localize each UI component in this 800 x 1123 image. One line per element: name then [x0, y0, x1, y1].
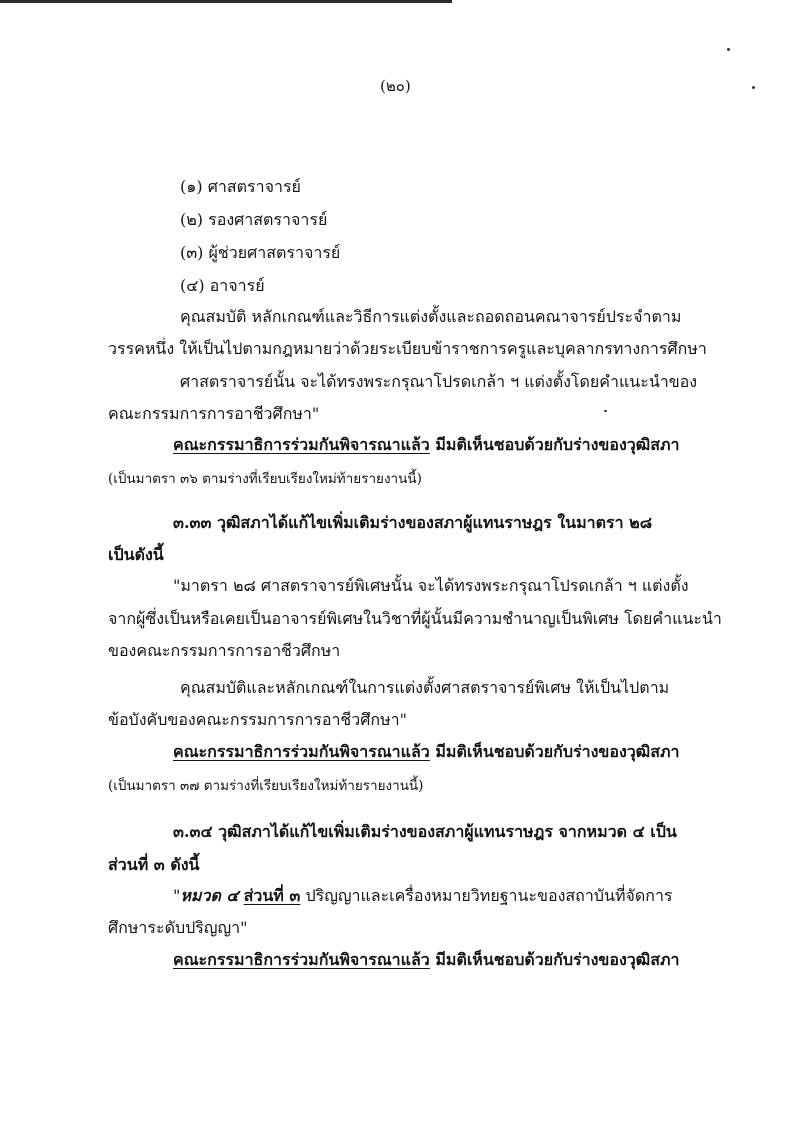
scan-speck: [604, 410, 607, 412]
section-heading: ๓.๓๔ วุฒิสภาได้แก้ไขเพิ่มเติมร่างของสภาผู้แทนราษฎร จากหมวด ๔ เป็น: [173, 822, 677, 841]
committee-label: คณะกรรมาธิการร่วมกันพิจารณาแล้ว: [173, 435, 430, 454]
paragraph-line: วรรคหนึ่ง ให้เป็นไปตามกฎหมายว่าด้วยระเบียบข้าราชการครูและบุคลากรทางการศึกษา: [108, 339, 707, 358]
article-line: ข้อบังคับของคณะกรรมการการอาชีวศึกษา": [108, 710, 407, 729]
article-line: จากผู้ซึ่งเป็นหรือเคยเป็นอาจารย์พิเศษในวิชาที่ผู้นั้นมีความชำนาญเป็นพิเศษ โดยคำแนะนำ: [108, 609, 722, 628]
section-heading: ๓.๓๓ วุฒิสภาได้แก้ไขเพิ่มเติมร่างของสภาผู้แทนราษฎร ในมาตรา ๒๘: [173, 513, 653, 532]
scan-speck: [727, 48, 730, 51]
part-title: ปริญญาและเครื่องหมายวิทยฐานะของสถาบันที่จัดการ: [305, 886, 673, 905]
list-item: (๑) ศาสตราจารย์: [180, 177, 301, 196]
scan-top-edge: [0, 0, 452, 3]
section-heading: เป็นดังนี้: [108, 545, 164, 564]
article-note: (เป็นมาตรา ๓๖ ตามร่างที่เรียบเรียงใหม่ท้ายรายงานนี้): [108, 471, 422, 487]
article-line: "มาตรา ๒๘ ศาสตราจารย์พิเศษนั้น จะได้ทรงพระกรุณาโปรดเกล้า ฯ แต่งตั้ง: [173, 576, 689, 595]
committee-label: คณะกรรมาธิการร่วมกันพิจารณาแล้ว: [173, 950, 430, 969]
paragraph-line: ศาสตราจารย์นั้น จะได้ทรงพระกรุณาโปรดเกล้า ฯ แต่งตั้งโดยคำแนะนำของ: [180, 372, 698, 391]
part-title-line: [173, 886, 673, 906]
article-line: ของคณะกรรมการการอาชีวศึกษา: [108, 641, 341, 660]
chapter-ref: หมวด ๔: [180, 886, 239, 905]
article-note: (เป็นมาตรา ๓๗ ตามร่างที่เรียบเรียงใหม่ท้ายรายงานนี้): [108, 778, 424, 794]
paragraph-line: คุณสมบัติ หลักเกณฑ์และวิธีการแต่งตั้งและถอดถอนคณาจารย์ประจำตาม: [180, 307, 682, 326]
committee-tail: มีมติเห็นชอบด้วยกับร่างของวุฒิสภา: [435, 742, 680, 761]
committee-tail: มีมติเห็นชอบด้วยกับร่างของวุฒิสภา: [435, 435, 680, 454]
part-ref: ส่วนที่ ๓: [243, 886, 301, 905]
quote-mark: ": [173, 886, 181, 905]
section-heading: ส่วนที่ ๓ ดังนี้: [108, 855, 200, 874]
part-title-line: ศึกษาระดับปริญญา": [108, 918, 248, 937]
list-item: (๓) ผู้ช่วยศาสตราจารย์: [180, 243, 341, 262]
list-item: (๔) อาจารย์: [180, 276, 265, 295]
scan-speck: [752, 86, 755, 89]
paragraph-line: คณะกรรมการการอาชีวศึกษา": [108, 404, 320, 423]
committee-tail: มีมติเห็นชอบด้วยกับร่างของวุฒิสภา: [435, 950, 680, 969]
list-item: (๒) รองศาสตราจารย์: [180, 210, 328, 229]
committee-label: คณะกรรมาธิการร่วมกันพิจารณาแล้ว: [173, 742, 430, 761]
committee-resolution: [173, 435, 679, 455]
committee-resolution: [173, 950, 679, 970]
page-number: (๒๐): [380, 77, 411, 95]
article-line: คุณสมบัติและหลักเกณฑ์ในการแต่งตั้งศาสตราจารย์พิเศษ ให้เป็นไปตาม: [180, 678, 670, 697]
committee-resolution: [173, 742, 679, 762]
